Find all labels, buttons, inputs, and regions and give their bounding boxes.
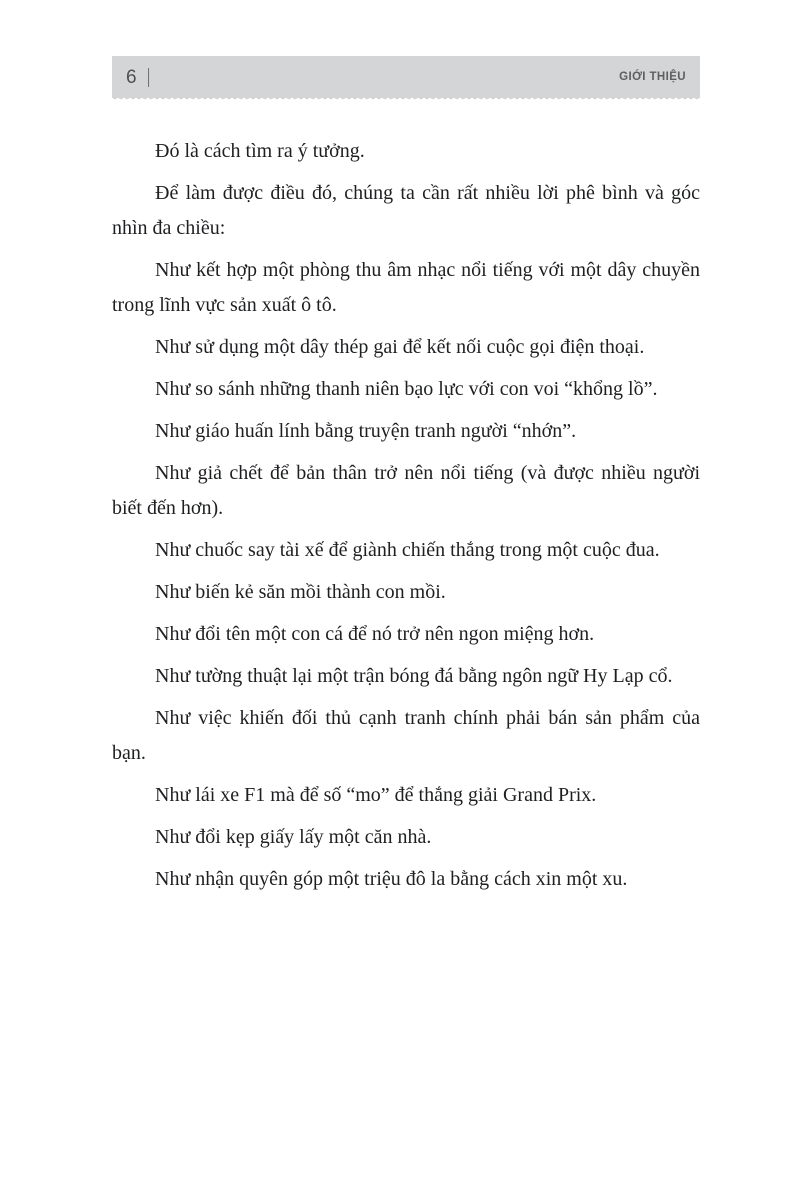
paragraph: Như tường thuật lại một trận bóng đá bằng ngôn ngữ Hy Lạp cổ. <box>155 665 673 687</box>
paragraph: Như chuốc say tài xế để giành chiến thắng trong một cuộc đua. <box>155 539 660 561</box>
paragraph: Như nhận quyên góp một triệu đô la bằng cách xin một xu. <box>155 868 628 890</box>
paragraph-list <box>112 134 700 897</box>
paragraph: Đó là cách tìm ra ý tưởng. <box>155 140 365 162</box>
page-number-divider: | <box>146 66 150 88</box>
page-header <box>112 56 700 98</box>
paragraph: Như kết hợp một phòng thu âm nhạc nổi tiếng với một dây chuyền trong lĩnh vực sản xuất ô tô. <box>112 259 700 316</box>
running-head: GIỚI THIỆU <box>619 71 686 83</box>
paragraph: Như đổi kẹp giấy lấy một căn nhà. <box>155 826 432 848</box>
paragraph: Như giáo huấn lính bằng truyện tranh người “nhớn”. <box>155 420 577 442</box>
paragraph: Như việc khiến đối thủ cạnh tranh chính phải bán sản phẩm của bạn. <box>112 707 700 764</box>
paragraph: Như giả chết để bản thân trở nên nổi tiếng (và được nhiều người biết đến hơn). <box>112 462 700 519</box>
paragraph: Để làm được điều đó, chúng ta cần rất nhiều lời phê bình và góc nhìn đa chiều: <box>112 182 700 239</box>
paragraph: Như đổi tên một con cá để nó trở nên ngon miệng hơn. <box>155 623 595 645</box>
page-content <box>112 134 700 904</box>
paragraph: Như sử dụng một dây thép gai để kết nối cuộc gọi điện thoại. <box>155 336 645 358</box>
page-number-group <box>126 67 151 87</box>
paragraph: Như biến kẻ săn mồi thành con mồi. <box>155 581 446 603</box>
page-number: 6 <box>126 66 137 88</box>
paragraph: Như so sánh những thanh niên bạo lực với con voi “khổng lồ”. <box>155 378 658 400</box>
paragraph: Như lái xe F1 mà để số “mo” để thắng giải Grand Prix. <box>155 784 597 806</box>
